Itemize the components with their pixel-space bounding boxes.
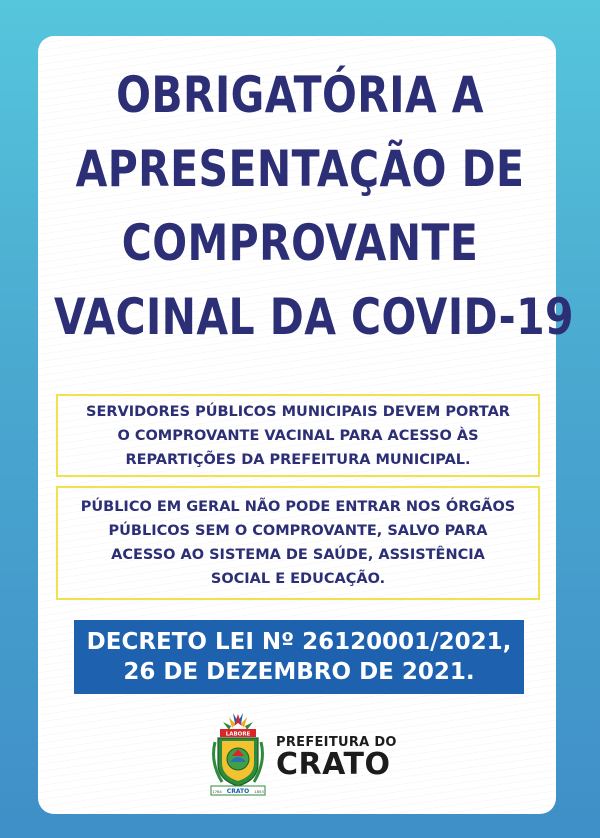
notice-line: O COMPROVANTE VACINAL PARA ACESSO ÀS [117,427,479,444]
notice-line: SERVIDORES PÚBLICOS MUNICIPAIS DEVEM PORTAR [86,403,510,420]
crest-motto: LABORE [225,731,251,738]
notice-line: PÚBLICO EM GERAL NÃO PODE ENTRAR NOS ÓRGÃOS [80,499,516,515]
prefeitura-logo [276,735,406,780]
decree-line: 26 DE DEZEMBRO DE 2021. [123,659,475,685]
crest-year-left: 1764 [212,789,222,794]
title-line: COMPROVANTE [121,214,479,272]
crest-year-right: 1853 [254,789,264,794]
notice-general-public [56,486,540,600]
crest-plume-icon [223,713,253,730]
title-line: APRESENTAÇÃO DE [75,140,525,198]
title-line: VACINAL DA COVID-19 [54,288,574,346]
notice-public-servants [56,394,540,477]
notice-line: PÚBLICOS SEM O COMPROVANTE, SALVO PARA [108,523,488,539]
brand-prefix: PREFEITURA DO [276,735,397,750]
brand-name: CRATO [276,747,391,782]
poster-title [54,58,574,354]
crest-city: CRATO [226,788,250,795]
city-crest-logo [208,712,268,800]
notice-line: REPARTIÇÕES DA PREFEITURA MUNICIPAL. [125,451,471,468]
notice-line: SOCIAL E EDUCAÇÃO. [210,571,386,587]
title-line: OBRIGATÓRIA A [116,66,484,124]
decree-line: DECRETO LEI Nº 26120001/2021, [86,629,512,655]
decree-banner [74,620,524,694]
notice-line: ACESSO AO SISTEMA DE SAÚDE, ASSISTÊNCIA [111,547,485,563]
